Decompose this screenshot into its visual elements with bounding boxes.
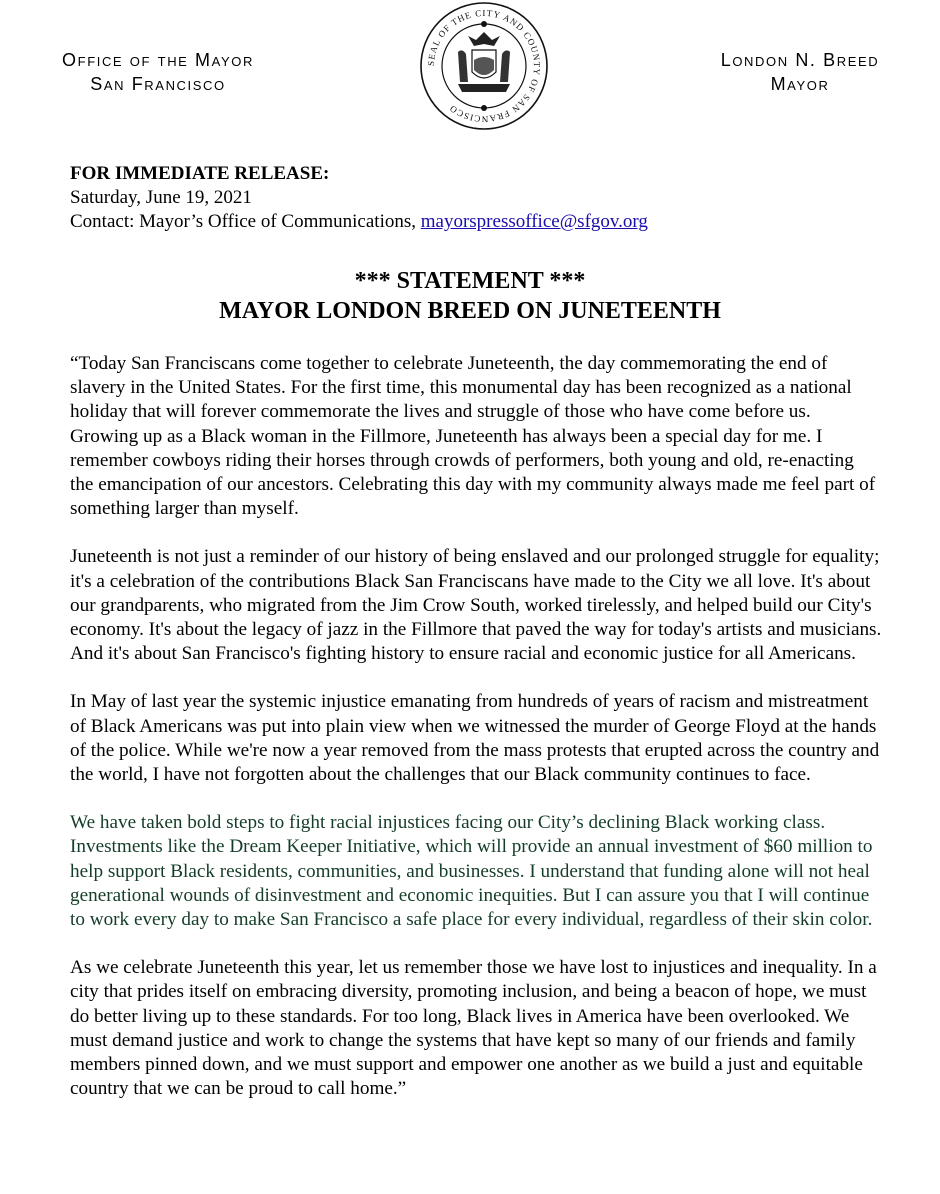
office-line-2: San Francisco (90, 74, 226, 94)
mayor-title: Mayor (770, 74, 830, 94)
statement-title: *** STATEMENT *** (354, 268, 586, 294)
statement-subtitle: MAYOR LONDON BREED ON JUNETEENTH (219, 298, 721, 324)
release-contact (70, 210, 890, 234)
contact-email-link[interactable]: mayorspressoffice@sfgov.org (420, 211, 648, 232)
statement-body (70, 352, 882, 1125)
mayor-name-block (690, 48, 910, 96)
paragraph-2: Juneteenth is not just a reminder of our history of being enslaved and our prolonged struggle for equality; it's a celebration of the contributions Black San Franciscans have made to the City we all love. It's about our grandparents, who migrated from the Jim Crow South, worked tirelessly, and helped build our City's economy. It's about the legacy of jazz in the Fillmore that paved the way for today's artists and musicians. And it's about San Francisco's fighting history to ensure racial and economic justice for all Americans. (70, 546, 882, 665)
paragraph-3: In May of last year the systemic injustice emanating from hundreds of years of racism and mistreatment of Black Americans was put into plain view when we witnessed the murder of George Floyd at the hands of the police. While we're now a year removed from the mass protests that erupted across the country and the world, I have not forgotten about the challenges that our Black community continues to face. (70, 691, 880, 786)
paragraph-4: We have taken bold steps to fight racial injustices facing our City’s declining Black working class. Investments like the Dream Keeper Initiative, which will provide an annual investment of $60 million to help support Black residents, communities, and businesses. I understand that funding alone will not heal generational wounds of disinvestment and economic inequities. But I can assure you that I will continue to work every day to make San Francisco a safe place for every individual, regardless of their skin color. (70, 812, 873, 931)
release-label: FOR IMMEDIATE RELEASE: (70, 163, 330, 184)
paragraph-1: “Today San Franciscans come together to celebrate Juneteenth, the day commemorating the end of slavery in the United States. For the first time, this monumental day has been recognized as a national holiday that will forever commemorate the lives and struggle of those who have come before us. Growing up as a Black woman in the Fillmore, Juneteenth has always been a special day for me. I remember cowboys riding their horses through crowds of performers, both young and old, re-enacting the emancipation of our ancestors. Celebrating this day with my community always made me feel part of something larger than myself. (70, 353, 876, 520)
office-name (38, 48, 278, 96)
office-line-1: Office of the Mayor (62, 50, 254, 70)
release-date: Saturday, June 19, 2021 (70, 187, 252, 208)
seal-text: SEAL OF THE CITY AND COUNTY OF SAN FRANCISCO (425, 7, 543, 125)
city-seal-icon (418, 0, 550, 132)
contact-prefix: Contact: Mayor’s Office of Communications, (70, 211, 421, 232)
statement-heading (0, 266, 940, 326)
letterhead (0, 0, 940, 150)
release-info (70, 162, 890, 234)
paragraph-5: As we celebrate Juneteenth this year, let us remember those we have lost to injustices and inequality. In a city that prides itself on embracing diversity, promoting inclusion, and being a beacon of hope, we must do better living up to these standards. For too long, Black lives in America have been overlooked. We must demand justice and work to change the systems that have kept so many of our friends and family members pinned down, and we must support and empower one another as we build a just and equitable country that we can be proud to call home.” (70, 957, 877, 1100)
mayor-name: London N. Breed (720, 50, 880, 70)
